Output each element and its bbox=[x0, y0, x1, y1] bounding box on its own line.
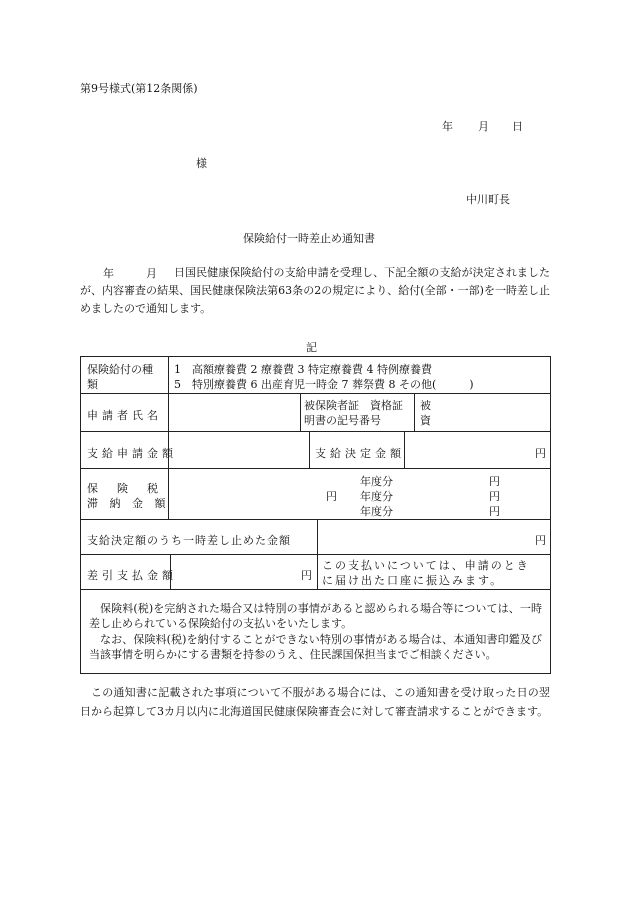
benefit-type-label-line1: 保険給付の種 bbox=[87, 363, 153, 376]
form-number: 第9号様式(第12条関係) bbox=[80, 82, 198, 95]
benefit-type-label bbox=[87, 362, 167, 392]
applied-amount-label: 支給申請金額 bbox=[87, 447, 177, 460]
table-note-2: なお、保険料(税)を納付することができない特別の事情がある場合は、本通知書印鑑及び当該事情を明らかにする書類を持参のうえ、住民課国保担当までご相談ください。 bbox=[89, 633, 542, 661]
benefit-types bbox=[174, 362, 546, 392]
intro-year: 年 bbox=[103, 267, 114, 280]
insured-cert-label-line1: 被保険者証 資格証 bbox=[304, 399, 403, 412]
table-note-1: 保険料(税)を完納された場合又は特別の事情があると認められる場合等については、一時差し止められている保険給付の支払いをいたします。 bbox=[89, 602, 542, 630]
net-payment-label: 差引支払金額 bbox=[87, 569, 177, 582]
tax-nendo-2: 年度分 bbox=[360, 490, 393, 503]
tax-yen-3: 円 bbox=[489, 505, 500, 518]
tax-nendo-3: 年度分 bbox=[360, 505, 393, 518]
benefit-types-row2: 5 特別療養費 6 出産育児一時金 7 葬祭費 8 その他( ) bbox=[174, 378, 474, 391]
tax-arrears-label-line2: 滞 納 金 額 bbox=[87, 497, 170, 510]
tax-arrears-label bbox=[87, 481, 170, 511]
tax-yen-1: 円 bbox=[489, 475, 500, 488]
date-day: 日 bbox=[512, 120, 523, 133]
tax-yen-center: 円 bbox=[326, 490, 337, 503]
payment-note-line1: この支払いについては、申請のとき bbox=[322, 559, 530, 572]
tax-yen-2: 円 bbox=[489, 490, 500, 503]
decided-amount-yen: 円 bbox=[535, 447, 546, 460]
applicant-name-label: 申請者氏名 bbox=[87, 409, 162, 422]
intro-month: 月 bbox=[146, 267, 157, 280]
date-year: 年 bbox=[442, 120, 453, 133]
footer-paragraph: この通知書に記載された事項について不服がある場合には、この通知書を受け取った日の翌日から起算して3カ月以内に北海道国民健康保険審査会に対して審査請求することができます。 bbox=[80, 686, 550, 718]
addressee-suffix: 様 bbox=[196, 157, 207, 170]
payment-note-line2: に届け出た口座に振込みます。 bbox=[322, 574, 504, 587]
insured-label-line2: 資 bbox=[420, 414, 431, 427]
intro-text: 日国民健康保険給付の支給申請を受理し、下記全額の支給が決定されましたが、内容審査の結果、国民健康保険法第63条の2の規定により、給付(全部・一部)を一時差し止めましたので通知します。 bbox=[80, 266, 550, 315]
insured-cert-label-line2: 明書の記号番号 bbox=[304, 414, 381, 427]
ki-label: 記 bbox=[306, 341, 317, 354]
benefit-types-row1: 1 高額療養費 2 療養費 3 特定療養費 4 特例療養費 bbox=[174, 363, 432, 376]
benefit-type-label-line2: 類 bbox=[87, 378, 98, 391]
document-title: 保険給付一時差止め通知書 bbox=[243, 232, 375, 245]
suspended-amount-yen: 円 bbox=[535, 534, 546, 547]
date-month: 月 bbox=[478, 120, 489, 133]
insured-label-line1: 被 bbox=[420, 399, 431, 412]
payment-note bbox=[322, 558, 530, 588]
intro-paragraph bbox=[80, 264, 550, 318]
decided-amount-label: 支給決定金額 bbox=[315, 447, 405, 460]
insured-cert-label bbox=[304, 398, 403, 428]
applicant-name-value bbox=[169, 394, 299, 430]
suspended-amount-label: 支給決定額のうち一時差し止めた金額 bbox=[87, 534, 291, 547]
insured-label bbox=[420, 398, 431, 428]
notice-table bbox=[80, 356, 551, 674]
net-payment-yen: 円 bbox=[301, 569, 312, 582]
tax-arrears-label-line1: 保 険 税 bbox=[87, 482, 162, 495]
tax-nendo-1: 年度分 bbox=[360, 475, 393, 488]
issuer: 中川町長 bbox=[466, 193, 510, 206]
